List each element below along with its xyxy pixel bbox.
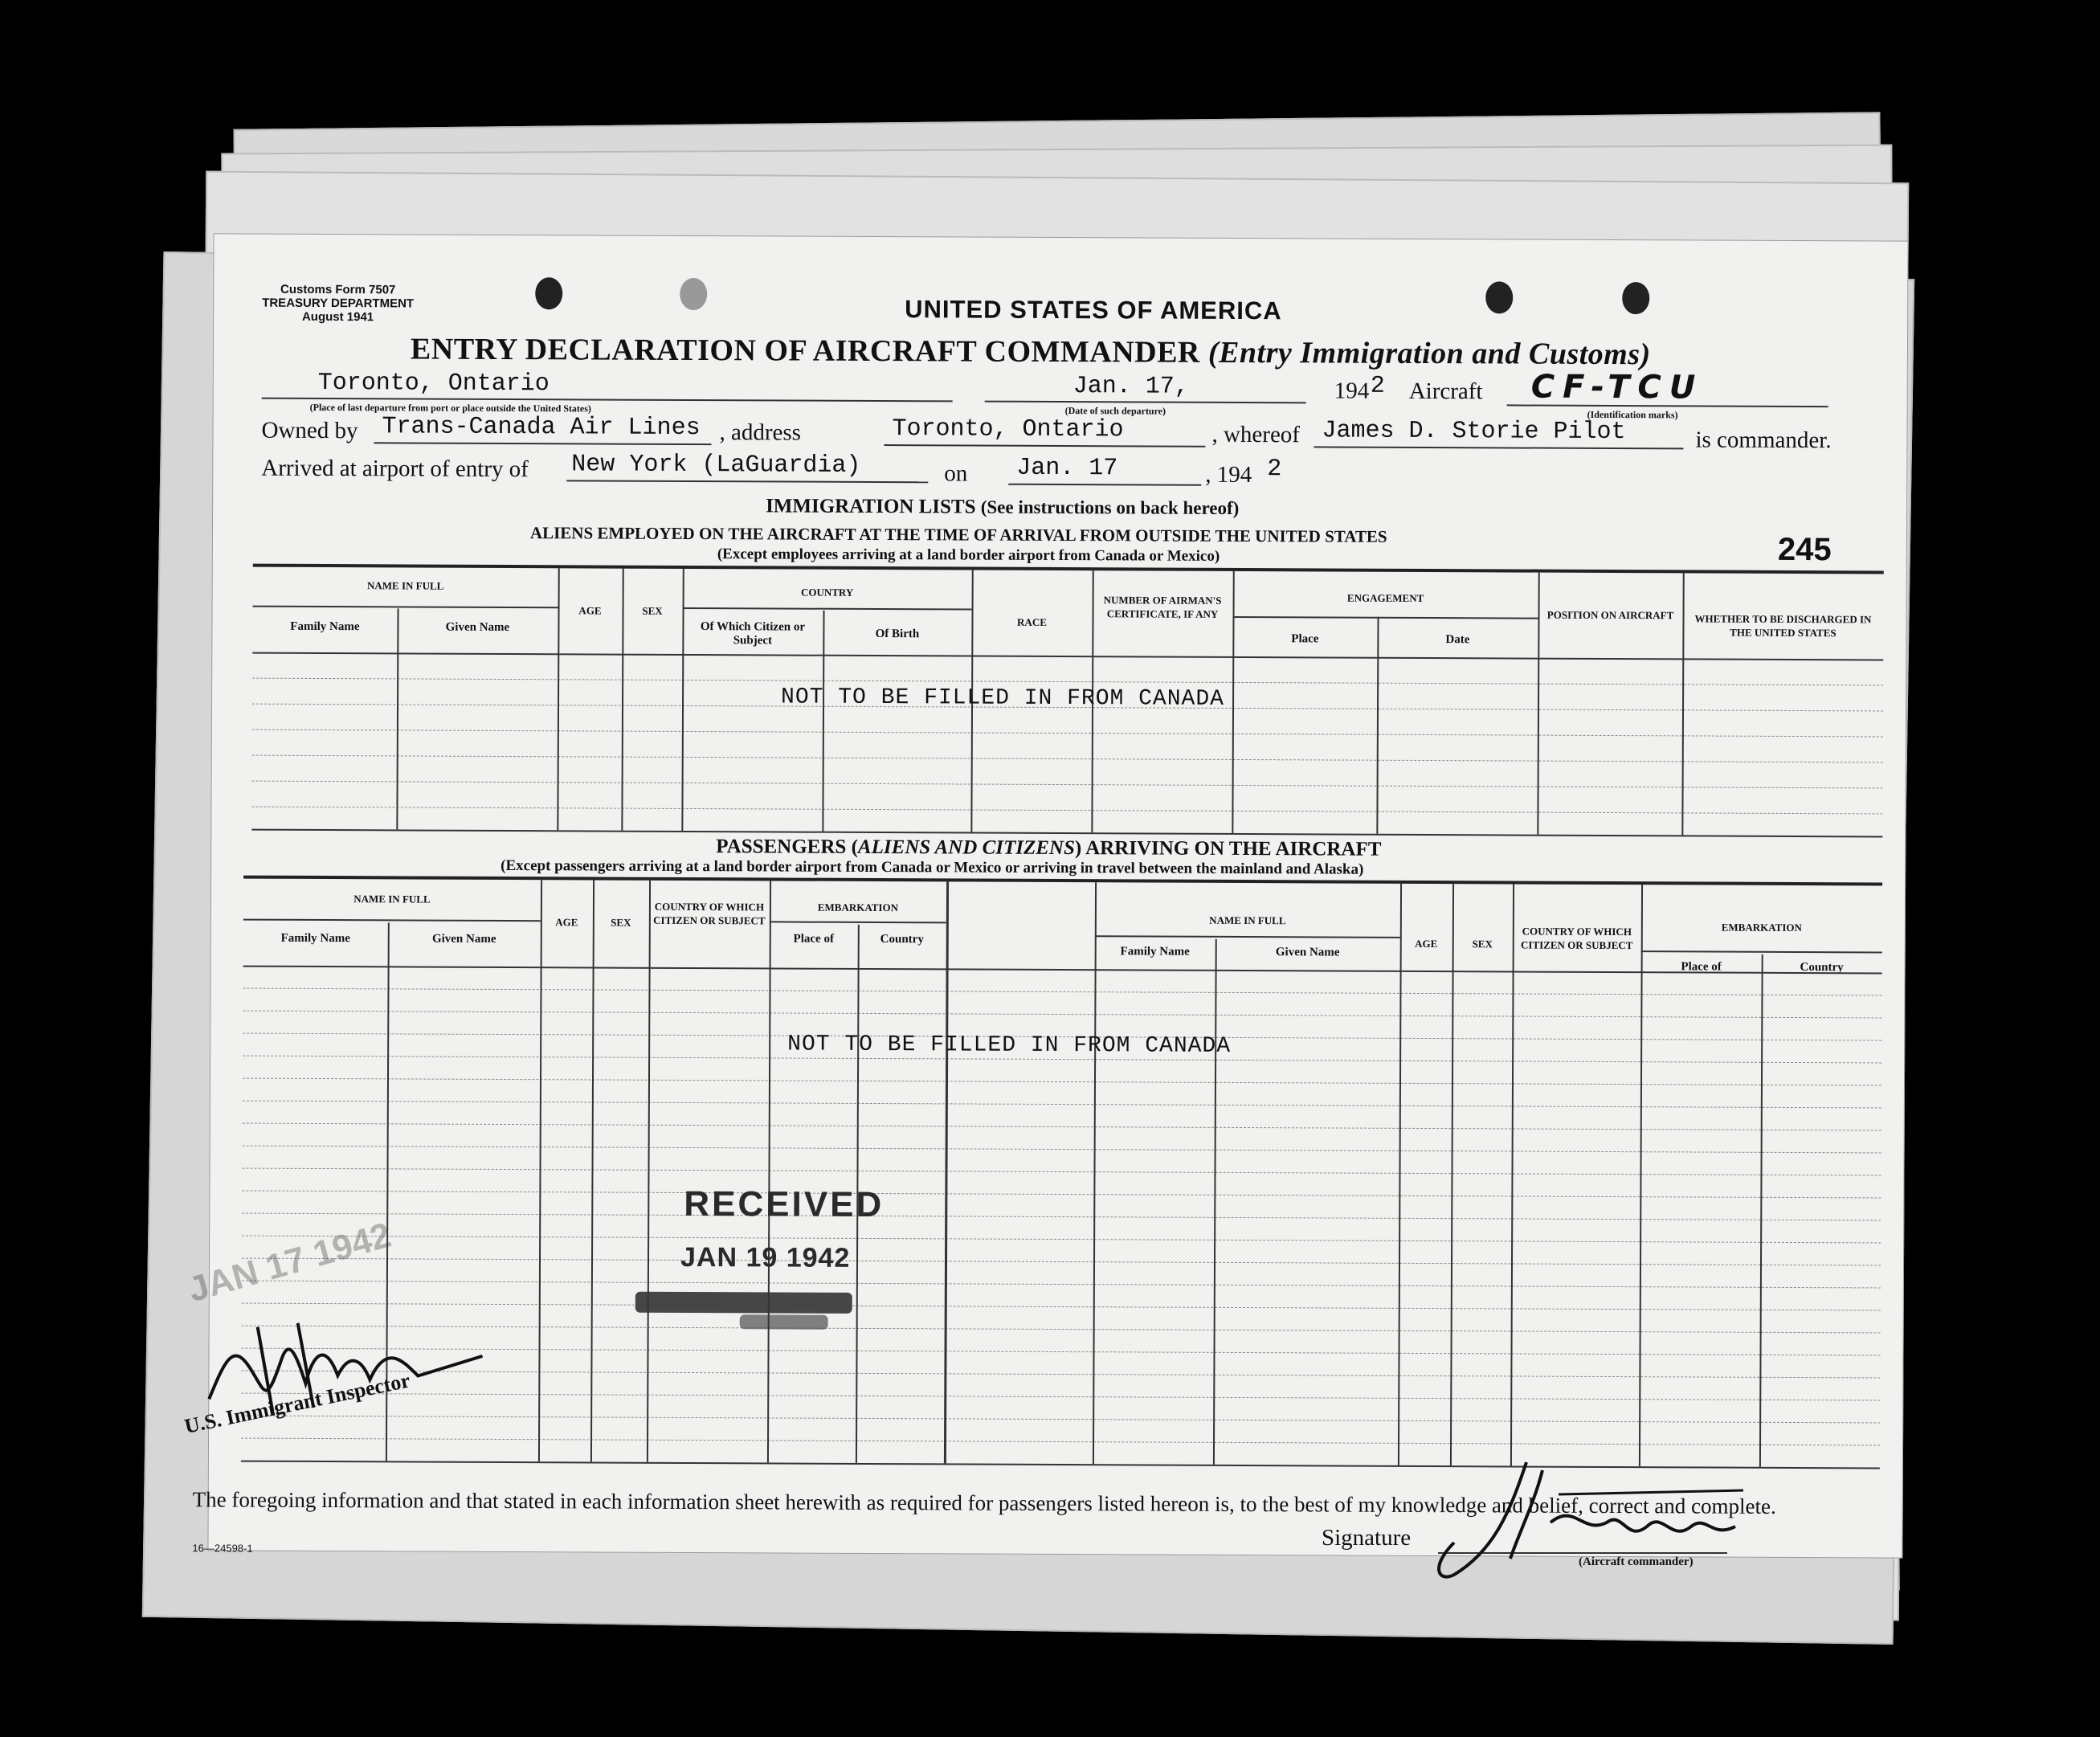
commander-name: James D. Storie Pilot	[1322, 417, 1626, 447]
owner-address: Toronto, Ontario	[892, 415, 1124, 444]
aliens-col-country-group: COUNTRY	[800, 586, 854, 599]
aliens-col-place: Place	[1291, 632, 1319, 646]
passengers-col-given-name-2: Given Name	[1275, 946, 1340, 959]
print-code: 16—24598-1	[192, 1542, 253, 1555]
arrival-date: Jan. 17	[1016, 454, 1118, 483]
address-label: , address	[719, 419, 802, 446]
commander-suffix: is commander.	[1695, 427, 1832, 454]
inspector-label: U.S. Immigrant Inspector	[182, 1368, 412, 1438]
punch-hole	[680, 278, 707, 310]
arrival-label: Arrived at airport of entry of	[261, 455, 529, 483]
owned-by-label: Owned by	[261, 417, 358, 444]
passengers-col-citizen-of-2: COUNTRY OF WHICH CITIZEN OR SUBJECT	[1520, 925, 1633, 952]
passengers-title-prefix: PASSENGERS (	[716, 836, 858, 858]
aircraft-marks: CF-TCU	[1530, 368, 1704, 407]
passengers-col-age-2: AGE	[1415, 937, 1438, 950]
form-title-italic: (Entry Immigration and Customs)	[1207, 335, 1651, 372]
departure-place: Toronto, Ontario	[317, 369, 550, 398]
passengers-title-italic: ALIENS AND CITIZENS	[857, 836, 1075, 860]
passengers-col-citizen-of: COUNTRY OF WHICH CITIZEN OR SUBJECT	[653, 900, 766, 927]
passengers-col-sex-2: SEX	[1472, 938, 1493, 950]
immigration-lists-heading	[766, 495, 1239, 520]
aliens-col-given-name: Given Name	[445, 620, 510, 635]
immigration-title: IMMIGRATION LISTS	[766, 495, 976, 518]
passengers-col-country: Country	[880, 933, 924, 946]
passengers-heading	[716, 836, 1381, 861]
aliens-heading: ALIENS EMPLOYED ON THE AIRCRAFT AT THE TIME OF ARRIVAL FROM OUTSIDE THE UNITED STATES	[529, 523, 1387, 546]
entry-declaration-form	[182, 233, 1908, 1558]
aliens-col-citizen-of: Of Which Citizen or Subject	[700, 620, 806, 648]
passengers-not-to-be-filled-notice: NOT TO BE FILLED IN FROM CANADA	[787, 1032, 1232, 1059]
departure-year-suffix: 2	[1370, 372, 1385, 400]
aliens-col-engagement-group: ENGAGEMENT	[1346, 591, 1424, 604]
faint-date-stamp: JAN 17 1942	[184, 1215, 395, 1310]
aliens-col-name-group: NAME IN FULL	[366, 579, 444, 592]
departure-place-caption: (Place of last departure from port or place outside the United States)	[309, 401, 591, 415]
aliens-col-position: POSITION ON AIRCRAFT	[1546, 608, 1674, 622]
department-name: TREASURY DEPARTMENT	[262, 296, 415, 311]
passengers-col-place-of: Place of	[793, 932, 834, 946]
passengers-col-embarkation-2: EMBARKATION	[1721, 921, 1802, 934]
aliens-col-discharged: WHETHER TO BE DISCHARGED IN THE UNITED STATES	[1694, 612, 1872, 640]
aliens-col-certificate: NUMBER OF AIRMAN'S CERTIFICATE, IF ANY	[1103, 594, 1222, 620]
arrival-year-suffix: 2	[1267, 456, 1282, 484]
passengers-col-family-name-2: Family Name	[1120, 945, 1190, 958]
aircraft-label: Aircraft	[1408, 378, 1483, 405]
stamp-smudge	[740, 1314, 828, 1329]
aliens-note: (Except employees arriving at a land border airport from Canada or Mexico)	[717, 546, 1220, 565]
signature-label: Signature	[1322, 1525, 1412, 1551]
passengers-col-embarkation: EMBARKATION	[817, 901, 899, 914]
owner-name: Trans-Canada Air Lines	[382, 413, 701, 443]
punch-hole	[535, 277, 562, 309]
aliens-not-to-be-filled-notice: NOT TO BE FILLED IN FROM CANADA	[781, 685, 1225, 712]
punch-hole	[1622, 282, 1649, 314]
aliens-col-race: RACE	[1017, 615, 1047, 628]
passengers-col-country-2: Country	[1800, 961, 1844, 975]
arrival-airport: New York (LaGuardia)	[571, 451, 861, 480]
immigration-title-note: (See instructions on back hereof)	[980, 497, 1240, 518]
country-heading: UNITED STATES OF AMERICA	[905, 295, 1282, 325]
aliens-table-top	[253, 564, 1884, 574]
whereof-label: , whereof	[1211, 421, 1301, 448]
signature-caption: (Aircraft commander)	[1579, 1555, 1693, 1568]
form-date: August 1941	[301, 309, 374, 325]
passengers-col-name-group-2: NAME IN FULL	[1209, 913, 1286, 927]
passengers-col-name-group: NAME IN FULL	[353, 893, 431, 905]
declaration-text: The foregoing information and that stated in each information sheet herewith as required for passengers listed hereon is, to the best of my knowledge and belief, correct and complete.	[192, 1487, 1776, 1518]
passengers-col-age: AGE	[555, 916, 578, 929]
departure-date-caption: (Date of such departure)	[1064, 405, 1166, 417]
form-title	[411, 331, 1651, 372]
passengers-note: (Except passengers arriving at a land border airport from Canada or Mexico or arriving in travel between the mainland and Alaska)	[500, 856, 1364, 878]
aliens-col-of-birth: Of Birth	[875, 627, 920, 641]
received-stamp-date: JAN 19 1942	[680, 1241, 851, 1273]
aliens-col-age: AGE	[578, 604, 602, 617]
departure-date: Jan. 17,	[1072, 373, 1189, 401]
aliens-col-family-name: Family Name	[290, 619, 360, 634]
form-identifier	[262, 283, 414, 325]
received-stamp: RECEIVED	[684, 1183, 885, 1225]
passengers-col-place-of-2: Place of	[1681, 960, 1722, 974]
form-number: Customs Form 7507	[280, 282, 396, 297]
serial-number: 245	[1777, 531, 1832, 568]
passengers-col-family-name: Family Name	[280, 931, 350, 946]
passengers-col-given-name: Given Name	[431, 932, 496, 946]
passengers-col-sex: SEX	[611, 916, 631, 929]
punch-hole	[1485, 281, 1513, 313]
arrival-on-label: on	[944, 460, 968, 487]
stamp-smudge	[635, 1292, 852, 1314]
departure-year-prefix: 194	[1334, 378, 1370, 404]
passengers-title-suffix: ) ARRIVING ON THE AIRCRAFT	[1074, 837, 1382, 860]
aircraft-caption: (Identification marks)	[1587, 408, 1678, 421]
form-title-main: ENTRY DECLARATION OF AIRCRAFT COMMANDER	[410, 332, 1201, 370]
aliens-col-sex: SEX	[642, 604, 663, 617]
arrival-year-prefix: , 194	[1205, 461, 1252, 488]
aliens-col-date: Date	[1445, 633, 1470, 647]
